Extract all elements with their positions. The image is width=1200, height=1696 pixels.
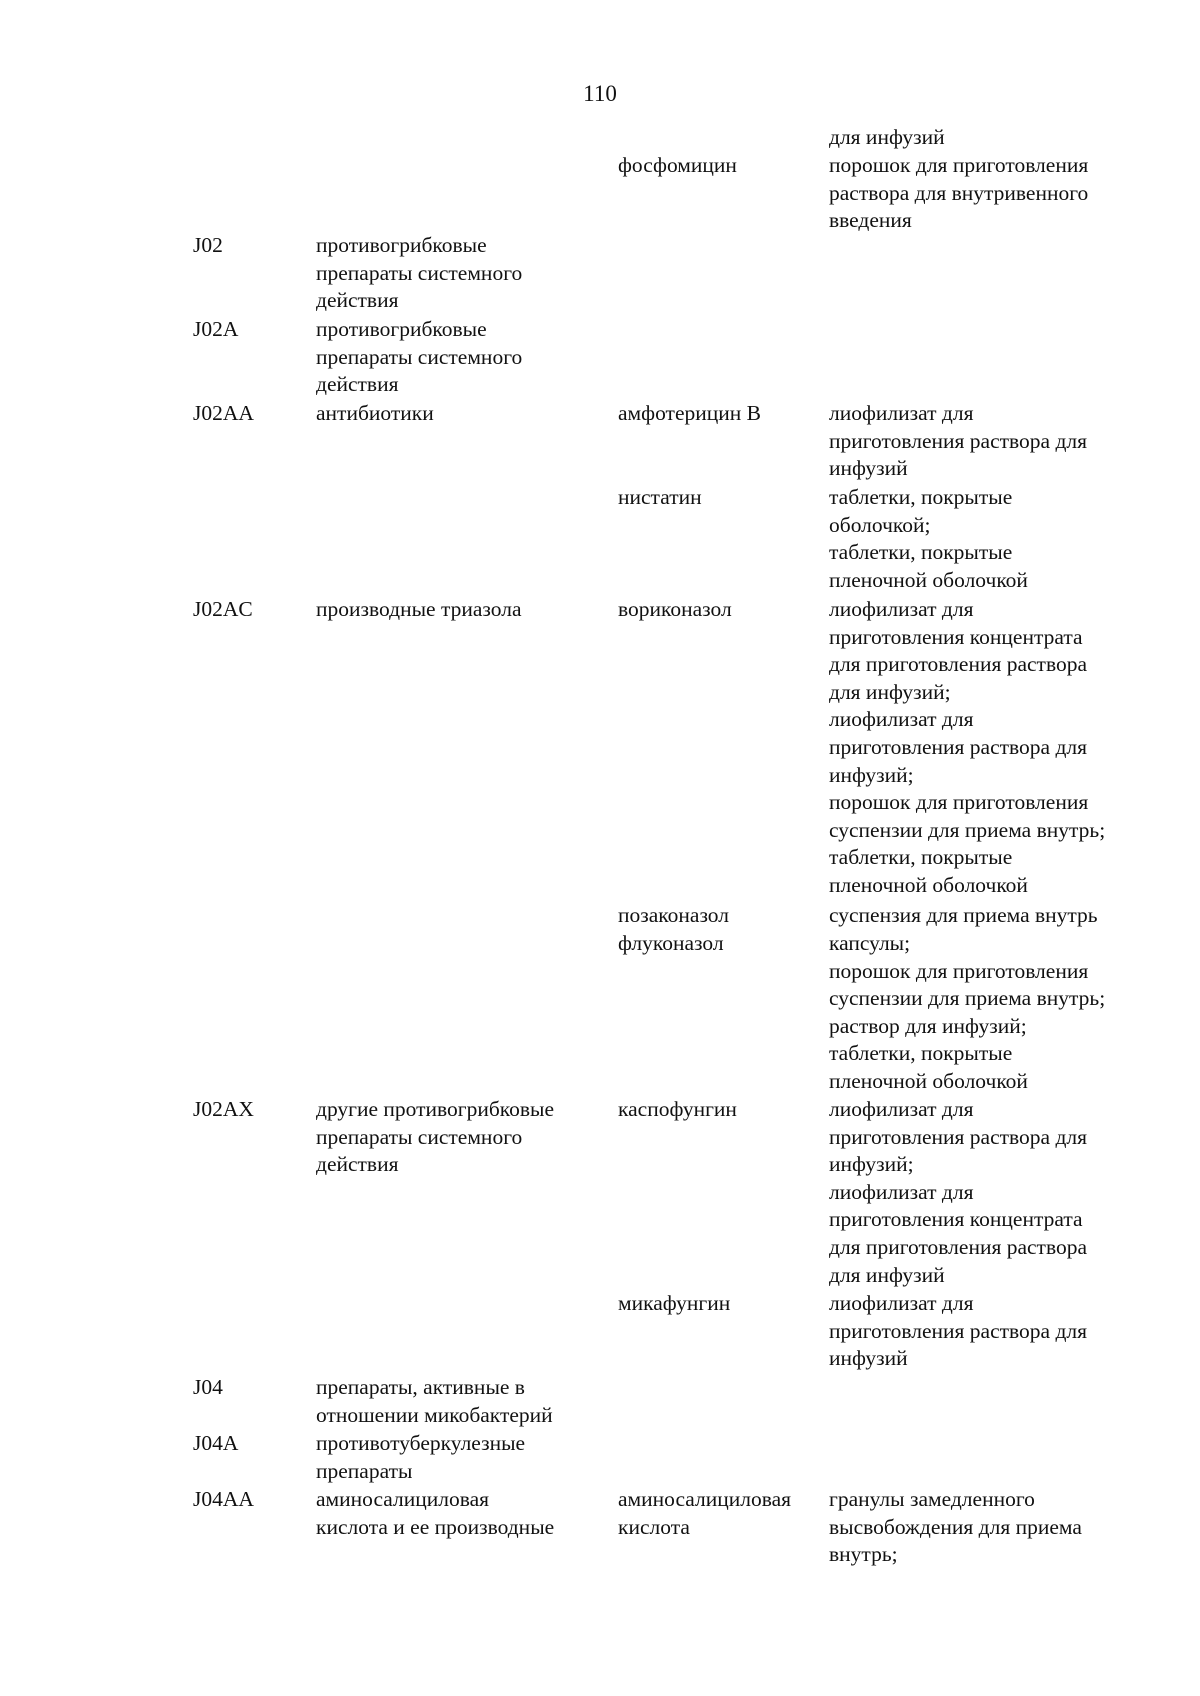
table-cell-form: суспензия для приема внутрь [829,903,1098,927]
table-cell-drug: каспофунгин [618,1097,737,1121]
table-cell-form: капсулы; порошок для приготовления суспензии для приема внутрь; раствор для инфузий; таблетки, покрытые пленочной оболочкой [829,931,1106,1093]
table-cell-group: препараты, активные в отношении микобактерий [316,1375,553,1427]
table-cell-group: аминосалициловая кислота и ее производные [316,1487,555,1539]
table-cell-code: J04AA [193,1487,254,1511]
table-cell-drug: позаконазол [618,903,730,927]
table-cell-drug: микафунгин [618,1291,731,1315]
table-cell-form: лиофилизат для приготовления концентрата для приготовления раствора для инфузий; лиофилизат для приготовления раствора для инфузий; порошок для приготовления суспензии для приема внутрь; таблетки, покрытые пленочной оболочкой [829,597,1106,897]
table-cell-code: J02AX [193,1097,254,1121]
table-cell-form: гранулы замедленного высвобождения для приема внутрь; [829,1487,1082,1567]
table-cell-code: J02AA [193,401,254,425]
table-cell-code: J02 [193,233,223,257]
table-cell-form: порошок для приготовления раствора для внутривенного введения [829,153,1089,233]
table-cell-drug: вориконазол [618,597,732,621]
table-cell-group: другие противогрибковые препараты системного действия [316,1097,555,1177]
table-cell-group: антибиотики [316,401,434,425]
table-cell-drug: нистатин [618,485,702,509]
table-cell-group: производные триазола [316,597,522,621]
table-cell-drug: аминосалициловая кислота [618,1487,792,1539]
table-cell-code: J02A [193,317,239,341]
table-cell-code: J04A [193,1431,239,1455]
table-cell-group: противогрибковые препараты системного действия [316,317,523,397]
page-number: 110 [583,81,617,106]
table-cell-drug: амфотерицин B [618,401,761,425]
table-cell-form: лиофилизат для приготовления раствора для инфузий [829,1291,1087,1371]
table-cell-form: для инфузий [829,125,945,149]
table-cell-group: противотуберкулезные препараты [316,1431,526,1483]
table-cell-form: лиофилизат для приготовления раствора для инфузий [829,401,1087,481]
table-cell-drug: флуконазол [618,931,724,955]
table-cell-code: J04 [193,1375,223,1399]
table-cell-form: лиофилизат для приготовления раствора для инфузий; лиофилизат для приготовления концентрата для приготовления раствора для инфузий [829,1097,1087,1287]
table-cell-code: J02AC [193,597,253,621]
table-cell-drug: фосфомицин [618,153,737,177]
table-cell-group: противогрибковые препараты системного действия [316,233,523,313]
table-cell-form: таблетки, покрытые оболочкой; таблетки, покрытые пленочной оболочкой [829,485,1028,592]
